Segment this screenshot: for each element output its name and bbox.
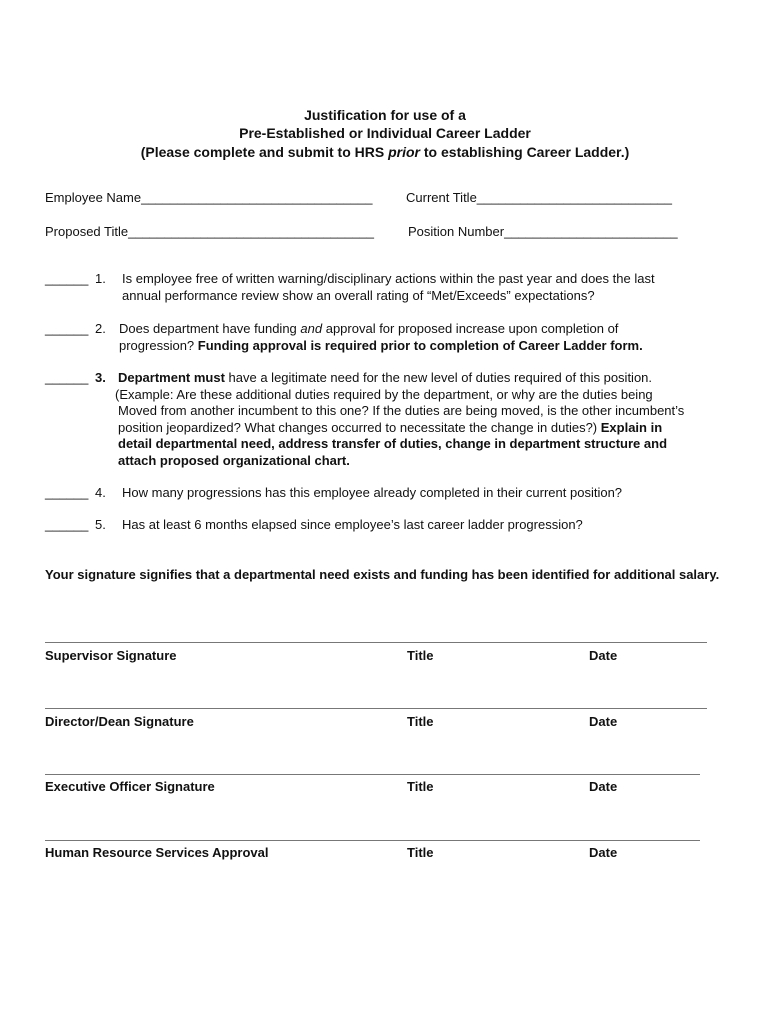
item-2-text-a: Does department have funding — [119, 321, 301, 336]
director-title-label: Title — [407, 714, 434, 729]
executive-date-label: Date — [589, 779, 618, 794]
item-1-text-line-1: Is employee free of written warning/disciplinary actions within the past year and does the last — [122, 271, 655, 286]
item-3-bold-lead: Department must — [118, 370, 225, 385]
item-4-check-blank[interactable]: ______ — [45, 485, 89, 500]
position-number-field[interactable]: Position Number________________________ — [408, 224, 678, 239]
executive-title-label: Title — [407, 779, 434, 794]
supervisor-signature-line[interactable] — [45, 642, 707, 643]
hrs-approval-label: Human Resource Services Approval — [45, 845, 269, 860]
item-1-check-blank[interactable]: ______ — [45, 271, 89, 286]
instruction-emphasis: prior — [388, 144, 420, 160]
form-title-line-2: Pre-Established or Individual Career Ladder — [239, 125, 531, 141]
item-3-text-b: position jeopardized? What changes occurred to necessitate the change in duties?) — [118, 419, 601, 435]
item-2-text-line-1 — [119, 321, 643, 338]
item-5-number: 5. — [95, 517, 106, 532]
item-2-number: 2. — [95, 321, 106, 336]
item-4-text-line-1: How many progressions has this employee already completed in their current position? — [122, 485, 623, 500]
item-3-text-line-6: attach proposed organizational chart. — [118, 452, 350, 468]
item-3-text-line-3: Moved from another incumbent to this one? If the duties are being moved, is the other incumbent’s — [118, 403, 685, 418]
item-1-number: 1. — [95, 271, 106, 286]
item-3-text-line-1 — [115, 370, 740, 387]
item-3-number: 3. — [95, 370, 106, 385]
proposed-title-field[interactable]: Proposed Title__________________________________ — [45, 224, 374, 239]
hrs-title-label: Title — [407, 845, 434, 860]
form-instruction — [0, 143, 770, 162]
executive-signature-label: Executive Officer Signature — [45, 779, 215, 794]
item-3-check-blank[interactable]: ______ — [45, 370, 89, 385]
item-5-check-blank[interactable]: ______ — [45, 517, 89, 532]
item-3-text-line-2: (Example: Are these additional duties required by the department, or why are the duties being — [115, 386, 653, 402]
item-2-funding-note: Funding approval is required prior to completion of Career Ladder form. — [197, 337, 643, 353]
executive-signature-line[interactable] — [45, 774, 700, 775]
item-4-number: 4. — [95, 485, 106, 500]
item-3-text-line-5: detail departmental need, address transfer of duties, change in department structure and — [118, 436, 668, 451]
director-signature-label: Director/Dean Signature — [45, 714, 194, 729]
item-3-text-a: have a legitimate need for the new level of duties required of this position. — [224, 370, 653, 385]
supervisor-date-label: Date — [589, 648, 618, 663]
hrs-date-label: Date — [589, 845, 618, 860]
item-2-emphasis: and — [300, 321, 323, 336]
hrs-approval-line[interactable] — [45, 840, 700, 841]
item-2-text-b: approval for proposed increase upon completion of — [322, 321, 619, 336]
signature-statement: Your signature signifies that a departmental need exists and funding has been identified for additional salary. — [45, 567, 720, 582]
item-3-explain-bold: Explain in — [600, 419, 663, 435]
current-title-field[interactable]: Current Title___________________________ — [406, 190, 673, 205]
instruction-text-b: to establishing Career Ladder.) — [420, 144, 630, 160]
supervisor-title-label: Title — [407, 648, 434, 663]
item-2-text-line-2 — [119, 338, 643, 355]
item-2-text-c: progression? — [119, 337, 198, 353]
form-title-line-1: Justification for use of a — [304, 107, 466, 123]
director-date-label: Date — [589, 714, 618, 729]
instruction-text-a: (Please complete and submit to HRS — [140, 144, 389, 160]
employee-name-field[interactable]: Employee Name________________________________ — [45, 190, 373, 205]
director-signature-line[interactable] — [45, 708, 707, 709]
supervisor-signature-label: Supervisor Signature — [45, 648, 177, 663]
item-5-text-line-1: Has at least 6 months elapsed since employee’s last career ladder progression? — [122, 517, 583, 532]
item-2-check-blank[interactable]: ______ — [45, 321, 89, 336]
item-1-text-line-2: annual performance review show an overall rating of “Met/Exceeds” expectations? — [122, 287, 595, 303]
item-3-text-line-4 — [115, 420, 740, 437]
